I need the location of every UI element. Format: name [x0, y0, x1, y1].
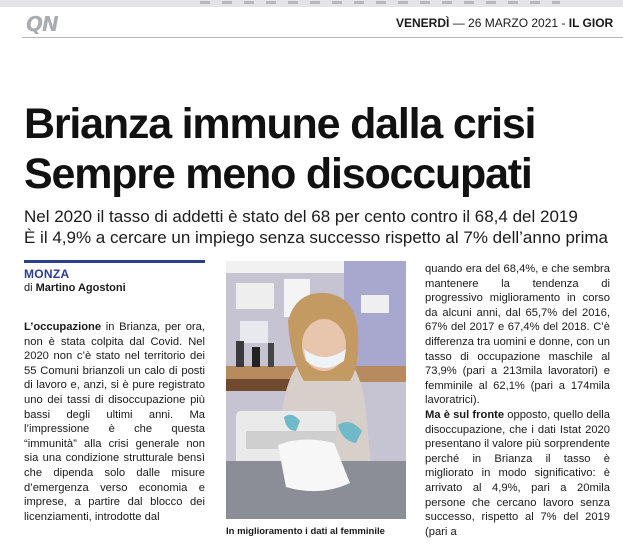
paragraph-lead: L’occupazione: [24, 321, 102, 333]
photo-woman-sewing-masks: [226, 261, 406, 519]
headline-line-1: Brianza immune dalla crisi: [24, 100, 536, 148]
top-strip: [0, 0, 623, 7]
paragraph-1-body: in Brianza, per ora, non è stata colpita dal Covid. Nel 2020 non c’è stato nel territorio dei 55 Comuni brianzoli un calo di posti di lavoro e, anzi, si è pure registrato uno dei tassi di disoccupazione più bassi degli ultimi anni. Ma l’impressione è che questa “immunità” alla crisi generale non sia una condizione strutturale bensì che dipenda solo dalle misure d’emergenza verso economia e imprese, a partire dal blocco dei licenziamenti, introdotte dal: [24, 321, 205, 523]
byline-prefix: di: [24, 282, 33, 294]
photo-caption: In miglioramento i dati al femminile: [226, 526, 385, 537]
masthead: [0, 10, 623, 34]
article-kicker: MONZA: [24, 267, 70, 281]
article-column-right: [425, 262, 610, 539]
byline-author: Martino Agostoni: [35, 282, 126, 294]
headline-line-2: Sempre meno disoccupati: [24, 150, 532, 198]
dateline-paper: IL GIOR: [568, 16, 614, 30]
subhead-line-1: Nel 2020 il tasso di addetti è stato del 68 per cento contro il 68,4 del 2019: [24, 207, 578, 226]
article-column-left: [24, 260, 208, 523]
kicker-rule: [24, 260, 205, 263]
article-paragraph-1: [24, 320, 205, 524]
dateline-day: VENERDÌ: [396, 16, 450, 30]
paragraph-2-lead: Ma è sul fronte: [425, 408, 505, 421]
newspaper-logo: QN: [26, 12, 58, 36]
top-strip-marks: [200, 1, 560, 4]
subhead-line-2: È il 4,9% a cercare un impiego senza successo rispetto al 7% dell’anno prima: [24, 228, 608, 247]
dateline-dot: -: [561, 16, 566, 30]
article-paragraph-1-continued: quando era del 68,4%, e che sembra mantenere la tendenza di progressivo miglioramento in corso da alcuni anni, dal 65,7% del 2016, 67% del 2017 e 67,4% del 2018. C’è differenza tra uomini e donne, con un tasso di occupazione maschile al 73,9% (pari a 213mila lavoratori) e femminile al 62,1% (pari a 174mila lavoratrici).: [425, 263, 610, 407]
article-paragraph-2: [425, 408, 610, 539]
paragraph-2-body: opposto, quello della disoccupazione, che i dati Istat 2020 presentano il valore più sorprendente perché in Brianza il tasso è migliorato in modo significativo: è arrivato al 4,9%, pari a 20mila persone che cercano lavoro senza successo, rispetto al 7% del 2019 (pari a: [425, 408, 610, 538]
dateline-date: 26 MARZO 2021: [468, 16, 559, 30]
article-photo: [226, 261, 406, 519]
dateline: [396, 16, 613, 30]
article-byline: [24, 281, 208, 295]
dateline-separator: —: [452, 16, 465, 30]
masthead-rule: [22, 37, 623, 38]
